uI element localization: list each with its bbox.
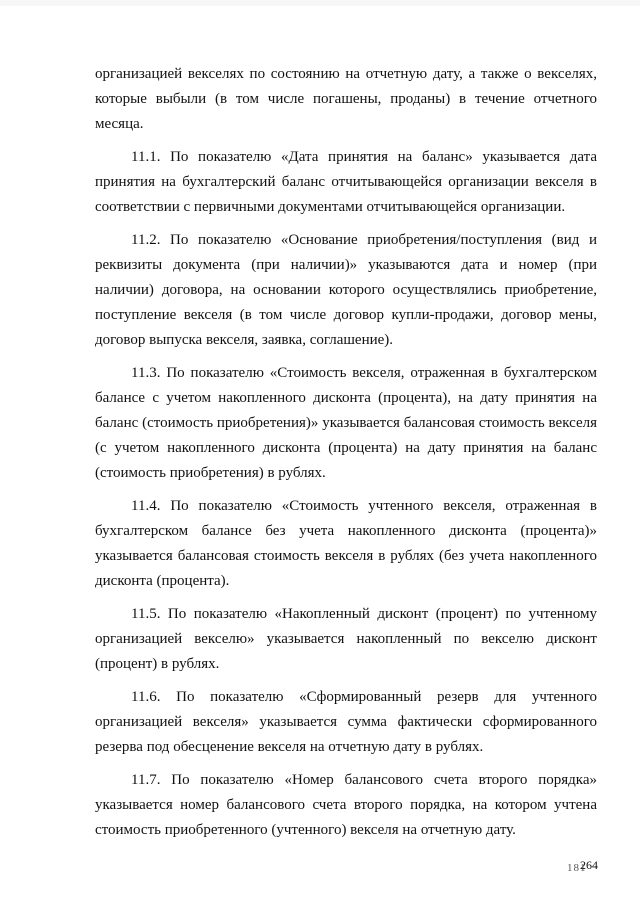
scan-edge xyxy=(0,0,640,6)
handwritten-stamp: 181 xyxy=(567,862,587,874)
paragraph-11-1: 11.1. По показателю «Дата принятия на баланс» указывается дата принятия на бухгалтерский баланс отчитывающейся организации векселя в соответствии с первичными документами отчитывающейся организации. xyxy=(95,149,597,215)
paragraph-11-7: 11.7. По показателю «Номер балансового счета второго порядка» указывается номер балансового счета второго порядка, на котором учтена стоимость приобретенного (учтенного) векселя на отчетную дату. xyxy=(95,772,597,838)
paragraph-11-5: 11.5. По показателю «Накопленный дисконт (процент) по учтенному организацией векселю» указывается накопленный по векселю дисконт (процент) в рублях. xyxy=(95,606,597,672)
document-body xyxy=(95,62,597,843)
paragraph-11-6: 11.6. По показателю «Сформированный резерв для учтенного организацией векселя» указывается сумма фактически сформированного резерва под обесценение векселя на отчетную дату в рублях. xyxy=(95,689,597,755)
paragraph-11-3: 11.3. По показателю «Стоимость векселя, отраженная в бухгалтерском балансе с учетом накопленного дисконта (процента), на дату принятия на баланс (стоимость приобретения)» указывается балансовая стоимость векселя (с учетом накопленного дисконта (процента) на дату принятия на баланс (стоимость приобретения) в рублях. xyxy=(95,365,597,481)
paragraph-continuation: организацией векселях по состоянию на отчетную дату, а также о векселях, которые выбыли (в том числе погашены, проданы) в течение отчетного месяца. xyxy=(95,66,597,132)
paragraph-11-4: 11.4. По показателю «Стоимость учтенного векселя, отраженная в бухгалтерском балансе без учета накопленного дисконта (процента)» указывается балансовая стоимость векселя в рублях (без учета накопленного дисконта (процента). xyxy=(95,498,597,589)
paragraph-11-2: 11.2. По показателю «Основание приобретения/поступления (вид и реквизиты документа (при наличии)» указываются дата и номер (при наличии) договора, на основании которого осуществлялись приобретение, поступление векселя (в том числе договор купли-продажи, договор мены, договор выпуска векселя, заявка, соглашение). xyxy=(95,232,597,348)
page-number: 264 xyxy=(580,858,598,872)
